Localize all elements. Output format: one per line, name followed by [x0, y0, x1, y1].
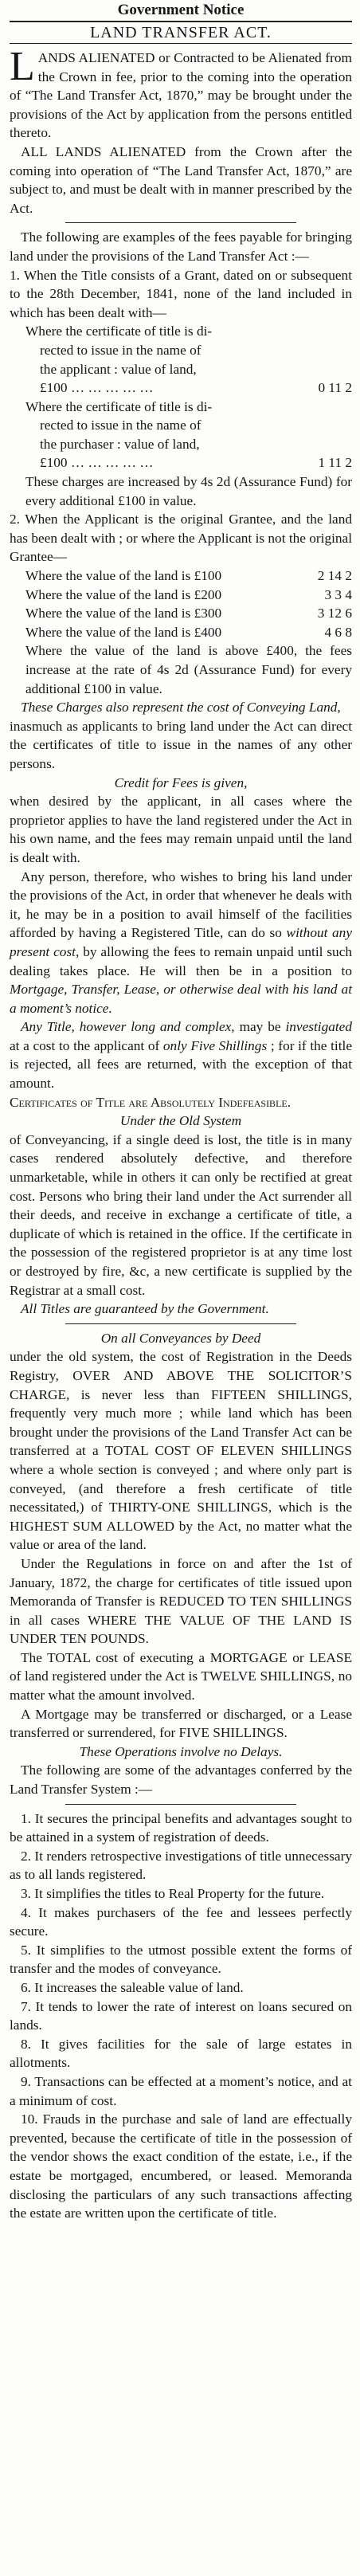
fee-case-2: 2. When the Applicant is the original Grantee, and the land has been dealt with ; or where the Applicant is not the original Grantee—: [10, 512, 352, 565]
advantage-item: 2. It renders retrospective investigations of title unnecessary as to all lands registered.: [10, 1848, 352, 1883]
advantage-item: 7. It tends to lower the rate of interest on loans secured on lands.: [10, 1998, 352, 2033]
divider: [65, 222, 296, 223]
fee-row: Where the value of the land is £300 3 12 6: [25, 606, 352, 621]
paragraph: A Mortgage may be transferred or discharged, or a Lease transferred or surrendered, for FIVE SHILLINGS.: [10, 1706, 352, 1741]
subheading: Under the Old System: [119, 1113, 242, 1129]
drop-cap-letter: L: [10, 44, 35, 89]
table-label: the applicant : value of land,: [40, 361, 197, 377]
fee-note: These charges are increased by 4s 2d (Assurance Fund) for every additional £100 in value.: [25, 474, 352, 508]
advantage-item: 8. It gives facilities for the sale of large estates in allotments.: [10, 2036, 352, 2071]
advantage-item: 4. It makes purchasers of the fee and lessees perfectly secure.: [10, 1904, 352, 1939]
fee-row: Where the value of the land is £100 2 14 2: [25, 568, 352, 584]
paragraph: when desired by the applicant, in all cases where the proprietor applies to have the land registered under the Act in his own name, and the fees may remain unpaid until the land is dealt with.: [10, 794, 352, 865]
fee-table-1: [10, 322, 352, 510]
fee-note: Where the value of the land is above £400, the fees increase at the rate of 4s 2d (Assurance Fund) for every additional £100 in value.: [25, 643, 352, 696]
advantage-item: 5. It simplifies to the utmost possible extent the forms of transfer and the modes of conveyance.: [10, 1942, 352, 1977]
fee-row: £100 … … … … … 0 11 2: [40, 380, 352, 396]
fee-row: £100 … … … … … 1 11 2: [40, 455, 352, 471]
fee-row: Where the value of the land is £400 4 6 8: [25, 624, 352, 640]
table-label: Where the certificate of title is di-: [25, 323, 213, 339]
subheading: Credit for Fees is given,: [114, 774, 248, 790]
subheading: On all Conveyances by Deed: [100, 1330, 261, 1346]
paragraph: Any person, therefore, who wishes to bring his land under the provisions of the Act, in order that whenever he deals with it, he may be in a position to avail himself of the facilities afforded by having a Registered Title, can do so without any present cost, by allowing the fees to remain unpaid until such dealing takes place. He will then be in a position to Mortgage, Transfer, Lease, or otherwise deal with his land at a moment’s notice.: [10, 868, 353, 1016]
section-heading-certificates: Certificates of Title are Absolutely Indefeasible.: [10, 1094, 292, 1110]
table-label: rected to issue in the name of: [40, 418, 202, 433]
subheading: These Operations involve no Delays.: [79, 1743, 283, 1759]
paragraph: The following are some of the advantages conferred by the Land Transfer System :—: [10, 1762, 352, 1798]
table-label: Where the certificate of title is di-: [25, 398, 213, 414]
table-label: the purchaser : value of land,: [40, 436, 200, 452]
paragraph: under the old system, the cost of Registration in the Deeds Registry, OVER AND ABOVE THE SOLICITOR’S CHARGE, is never less than FIFTEEN SHILLINGS, frequently very much more ; while land which has been brought under the provisions of the Land Transfer Act can be transferred at a TOTAL COST OF ELEVEN SHILLINGS where a whole section is conveyed ; and where only part is conveyed, (and therefore a fresh certificate of title necessitated,) of THIRTY-ONE SHILLINGS, which is the HIGHEST SUM ALLOWED by the Act, no matter what the value or area of the land.: [10, 1349, 352, 1553]
advantage-item: 1. It secures the principal benefits and advantages sought to be attained in a system of registration of deeds.: [10, 1810, 352, 1845]
advantages-list: [10, 1809, 352, 2223]
section-heading: Government Notice: [117, 2, 245, 18]
paragraph: ALL LANDS ALIENATED from the Crown after the coming into operation of “The Land Transfer Act, 1870,” are subject to, and must be dealt with in manner prescribed by the Act.: [10, 143, 352, 216]
article-body: [10, 44, 353, 2223]
advantage-item: 3. It simplifies the titles to Real Property for the future.: [21, 1886, 325, 1901]
divider: [65, 1323, 296, 1324]
paragraph: inasmuch as applicants to bring land under the Act can direct the certificates of title to issue in the names of any other persons.: [10, 718, 352, 771]
paragraph: Under the Regulations in force on and after the 1st of January, 1872, the charge for certificates of title issued upon Memoranda of Transfer is REDUCED TO TEN SHILLINGS in all cases WHERE THE VALUE OF THE LAND IS UNDER TEN POUNDS.: [10, 1555, 352, 1647]
intro-paragraph: LANDS ALIENATED or Contracted to be Alienated from the Crown in fee, prior to the coming into the operation of “The Land Transfer Act, 1870,” may be brought under the provisions of the Act by application from the persons entitled thereto.: [10, 44, 352, 141]
notice-title: LAND TRANSFER ACT.: [10, 21, 352, 44]
paragraph: Any Title, however long and complex, may be investigated at a cost to the applicant of only Five Shillings ; for if the title is rejected, all fees are returned, with the exception of that amount.: [10, 1019, 352, 1092]
paragraph: These Charges also represent the cost of Conveying Land,: [21, 700, 341, 716]
fee-row: Where the value of the land is £200 3 3 4: [25, 586, 352, 602]
advantage-item: 9. Transactions can be effected at a moment’s notice, and at a minimum of cost.: [10, 2073, 352, 2108]
fee-case-1: 1. When the Title consists of a Grant, dated on or subsequent to the 28th December, 1841, none of the land included in which has been dealt with—: [10, 267, 352, 320]
divider: [65, 1804, 296, 1805]
fee-table-2: [10, 567, 352, 698]
paragraph: The following are examples of the fees payable for bringing land under the provisions of the Land Transfer Act :—: [10, 229, 352, 264]
advantage-item: 6. It increases the saleable value of land.: [21, 1979, 244, 1995]
table-label: rected to issue in the name of: [40, 342, 202, 358]
paragraph: of Conveyancing, if a single deed is lost, the title is in many cases rendered absolutely defective, and therefore unmarketable, while in others it can only be rectified at great cost. Persons who bring their land under the Act surrender all their deeds, and receive in exchange a certificate of title, a duplicate of which is retained in the office. If the certificate in the possession of the registered proprietor is at any time lost or destroyed by fire, &c, a new certificate is supplied by the Registrar at a small cost.: [10, 1131, 352, 1298]
paragraph: All Titles are guaranteed by the Government.: [21, 1301, 269, 1317]
paragraph: The TOTAL cost of executing a MORTGAGE or LEASE of land registered under the Act is TWELVE SHILLINGS, no matter what the amount involved.: [10, 1649, 352, 1704]
advantage-item: 10. Frauds in the purchase and sale of land are effectually prevented, because the certificate of title in the possession of the vendor shows the exact condition of the estate, i.e., if the estate be mortgaged, encumbered, or leased. Memoranda disclosing the particulars of any such transactions affecting the estate are written upon the certificate of title.: [10, 2111, 352, 2221]
